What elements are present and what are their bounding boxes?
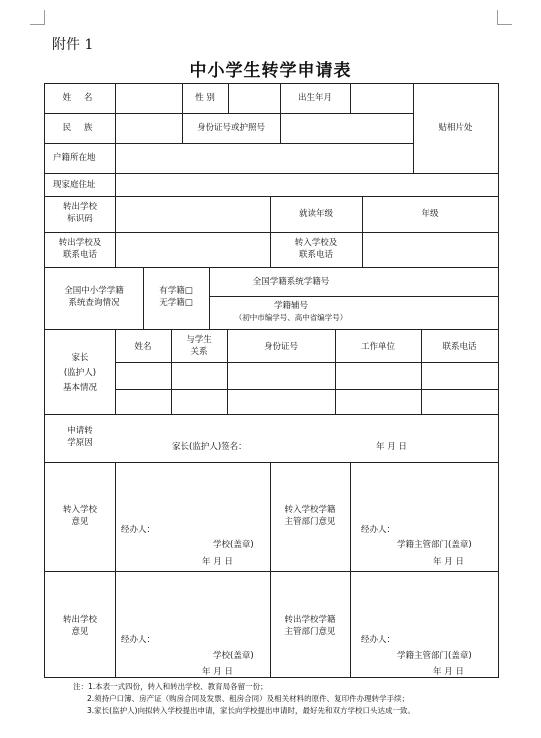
row-line	[45, 196, 498, 197]
address-label: 现家庭住址	[53, 180, 96, 190]
current-grade-label: 就读年级	[298, 209, 333, 219]
record-status-checkboxes[interactable]: 有学籍□ 无学籍□	[159, 286, 193, 308]
system-query-label: 全国中小学学籍 系统查询情况	[64, 286, 124, 308]
form-title: 中小学生转学申请表	[189, 61, 352, 81]
col-guardian-phone: 联系电话	[442, 342, 477, 352]
form-notes	[73, 681, 415, 717]
out-school-date: 年 月 日	[202, 667, 233, 677]
col-line	[350, 462, 351, 677]
col-line	[362, 196, 363, 267]
national-id-label: 全国学籍系统学籍号	[252, 277, 330, 287]
record-no-label: 学籍辅号 （初中市编学号、高中省编学号）	[234, 301, 348, 322]
out-school-code-label: 转出学校 标识码	[62, 202, 97, 224]
row-line	[45, 329, 498, 330]
row-line	[45, 414, 498, 415]
in-school-handler: 经办人：	[121, 525, 156, 535]
col-line	[270, 462, 271, 677]
row-line	[45, 462, 498, 463]
in-dept-opinion-label: 转入学校学籍 主管部门意见	[284, 505, 336, 527]
name-label: 姓 名	[62, 93, 98, 103]
id-number-label: 身份证号或护照号	[196, 123, 265, 133]
row-line	[45, 267, 498, 268]
row-line	[45, 571, 498, 572]
in-dept-date: 年 月 日	[433, 557, 464, 567]
note-line: 2.须持户口簿、房产证（购房合同及发票、租房合同）及相关材料的原件、复印件办理转学手续；	[87, 694, 410, 703]
row-line	[45, 232, 498, 233]
note-line: 注：1.本表一式四份，转入和转出学校、教育局各留一份；	[73, 682, 268, 691]
reason-date: 年 月 日	[376, 442, 407, 452]
in-school-date: 年 月 日	[202, 557, 233, 567]
out-dept-date: 年 月 日	[433, 667, 464, 677]
photo-placeholder-label: 贴相片处	[438, 123, 473, 133]
row-line	[45, 143, 413, 144]
out-school-phone-label: 转出学校及 联系电话	[58, 238, 102, 260]
row-line	[45, 113, 413, 114]
application-form-table	[44, 83, 499, 678]
col-line	[115, 462, 116, 677]
in-dept-stamp: 学籍主管部门(盖章)	[397, 540, 472, 550]
row-line	[115, 362, 498, 363]
attachment-label: 附件 1	[52, 37, 94, 53]
row-line	[45, 173, 498, 174]
crop-mark-top-right	[497, 10, 512, 25]
crop-mark-top-left	[30, 10, 45, 25]
out-dept-handler: 经办人：	[361, 635, 396, 645]
transfer-reason-label: 申请转 学原因	[67, 426, 93, 448]
col-line	[350, 84, 351, 113]
in-school-opinion-label: 转入学校 意见	[62, 505, 97, 527]
col-line	[228, 84, 229, 113]
guardian-signature-label: 家长(监护人)签名：	[172, 442, 247, 452]
in-dept-handler: 经办人：	[361, 525, 396, 535]
birth-date-label: 出生年月	[297, 93, 332, 103]
out-school-stamp: 学校(盖章)	[213, 651, 254, 661]
gender-label: 性 别	[195, 93, 215, 103]
row-line	[115, 389, 498, 390]
col-guardian-name: 姓名	[134, 342, 152, 352]
out-dept-opinion-label: 转出学校学籍 主管部门意见	[284, 615, 336, 637]
note-line: 3.家长(监护人)向拟转入学校提出申请，家长向学校提出申请时，最好先和双方学校口头达成一致。	[87, 706, 416, 715]
col-guardian-relation: 与学生 关系	[186, 335, 212, 357]
col-line	[115, 84, 116, 267]
grade-label: 年级	[421, 209, 439, 219]
ethnicity-label: 民 族	[62, 123, 98, 133]
out-school-opinion-label: 转出学校 意见	[62, 615, 97, 637]
col-guardian-work: 工作单位	[360, 342, 395, 352]
guardian-section-label: 家长 (监护人) 基本情况	[62, 353, 97, 393]
in-school-stamp: 学校(盖章)	[213, 540, 254, 550]
col-guardian-id: 身份证号	[263, 342, 298, 352]
out-dept-stamp: 学籍主管部门(盖章)	[397, 651, 472, 661]
in-school-phone-label: 转入学校及 联系电话	[294, 238, 338, 260]
row-line	[209, 296, 498, 297]
hukou-label: 户籍所在地	[53, 153, 96, 163]
out-school-handler: 经办人：	[121, 635, 156, 645]
